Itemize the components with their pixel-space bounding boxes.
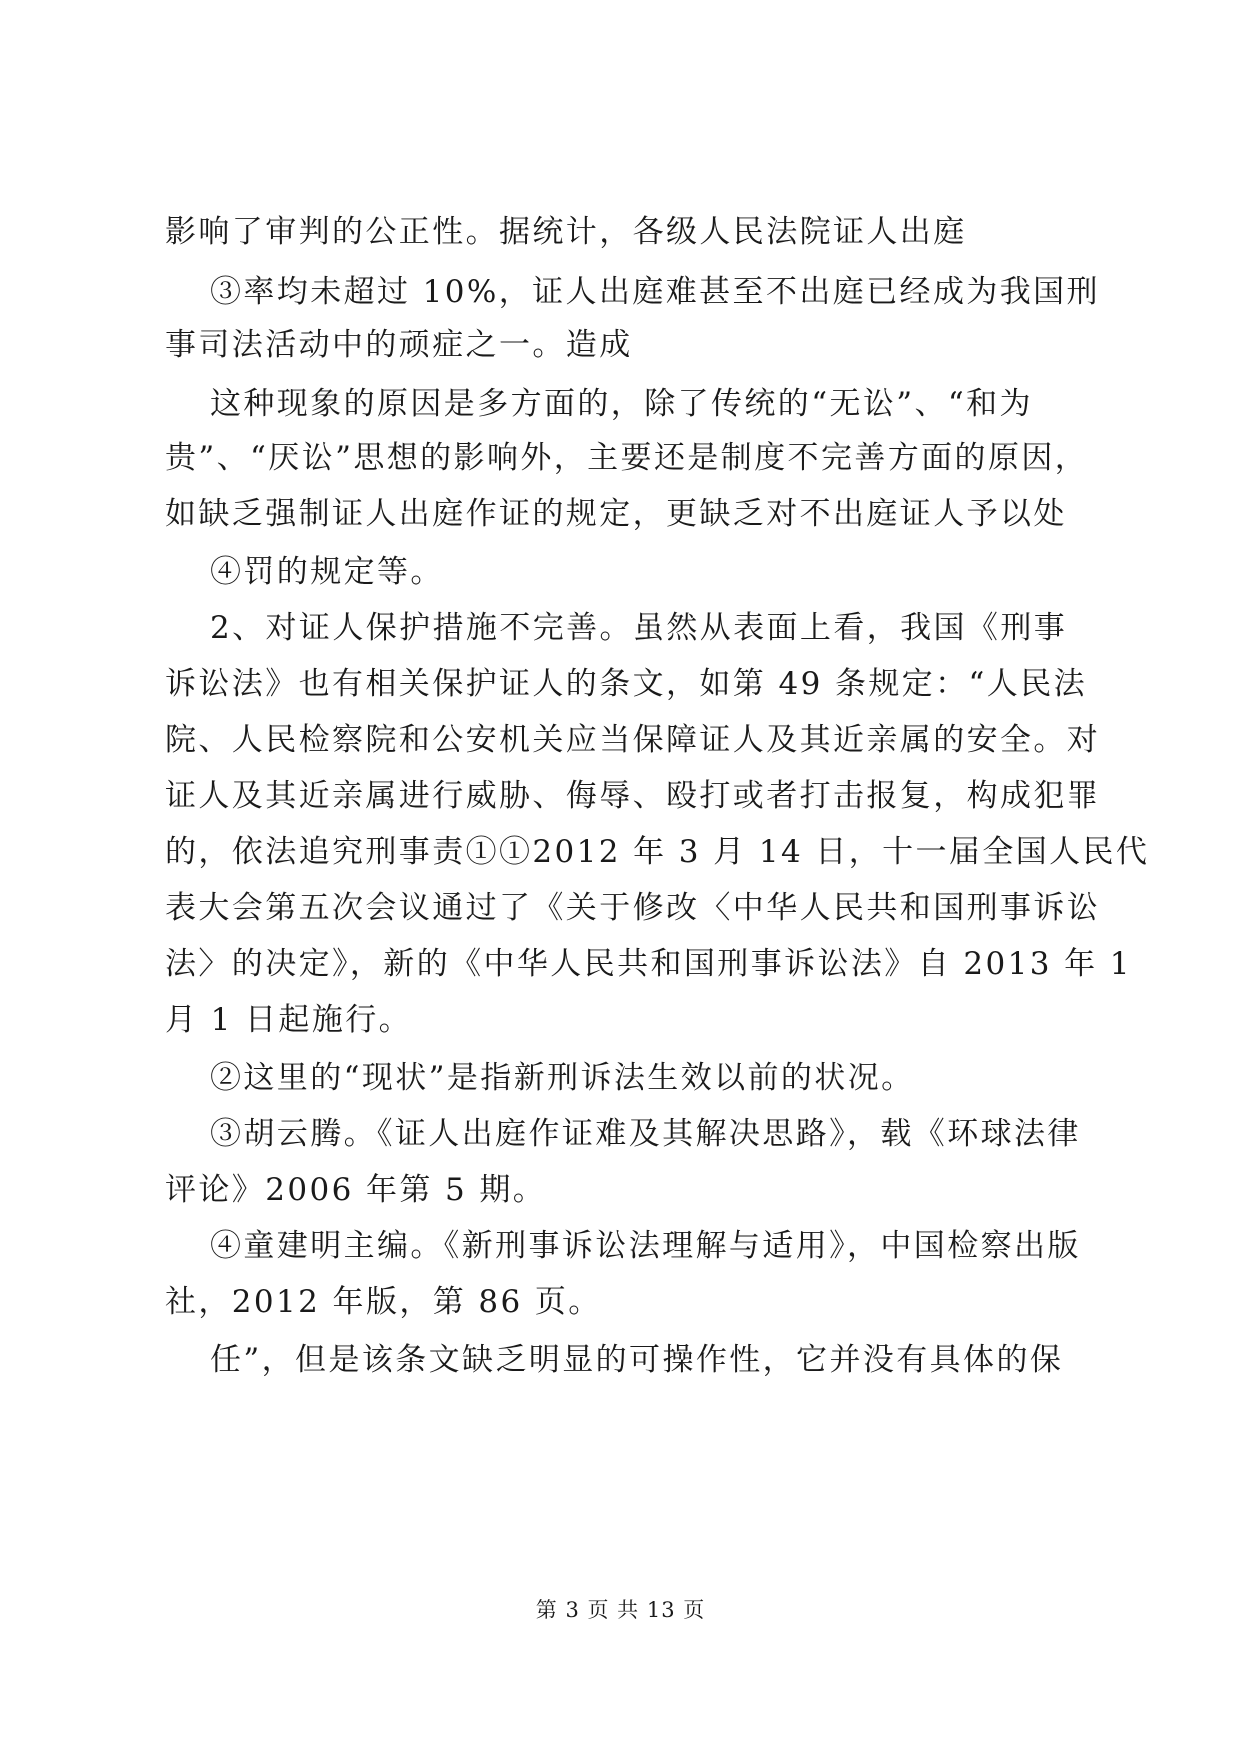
footnote-line: ②这里的“现状”是指新刑诉法生效以前的状况。 (210, 1060, 915, 1096)
page-number-footer: 第 3 页 共 13 页 (535, 1598, 706, 1622)
text-line: 这种现象的原因是多方面的，除了传统的“无讼”、“和为 (210, 386, 1033, 422)
text-line: 贵”、“厌讼”思想的影响外，主要还是制度不完善方面的原因， (165, 440, 1089, 476)
text-line: 任”，但是该条文缺乏明显的可操作性，它并没有具体的保 (210, 1342, 1064, 1378)
text-line: 证人及其近亲属进行威胁、侮辱、殴打或者打击报复，构成犯罪 (165, 778, 1101, 814)
footnote-line: ③胡云腾。《证人出庭作证难及其解决思路》，载《环球法律 (210, 1116, 1081, 1152)
text-line: 法〉的决定》，新的《中华人民共和国刑事诉讼法》自 2013 年 1 (165, 946, 1132, 982)
text-line: ③率均未超过 10%，证人出庭难甚至不出庭已经成为我国刑 (210, 274, 1100, 310)
footnote-line: 社，2012 年版，第 86 页。 (165, 1284, 602, 1320)
footnote-line: 评论》2006 年第 5 期。 (165, 1172, 547, 1208)
text-line: 2、对证人保护措施不完善。虽然从表面上看，我国《刑事 (210, 610, 1068, 646)
text-line: 院、人民检察院和公安机关应当保障证人及其近亲属的安全。对 (165, 722, 1101, 758)
text-line: 影响了审判的公正性。据统计，各级人民法院证人出庭 (165, 214, 967, 250)
text-line: 事司法活动中的顽症之一。造成 (165, 327, 633, 363)
text-line: 表大会第五次会议通过了《关于修改〈中华人民共和国刑事诉讼 (165, 890, 1101, 926)
text-line: 诉讼法》也有相关保护证人的条文，如第 49 条规定：“人民法 (165, 666, 1087, 702)
text-line: 月 1 日起施行。 (165, 1002, 413, 1038)
text-line: 的，依法追究刑事责①①2012 年 3 月 14 日，十一届全国人民代 (165, 834, 1150, 870)
text-line: ④罚的规定等。 (210, 554, 444, 590)
footnote-line: ④童建明主编。《新刑事诉讼法理解与适用》，中国检察出版 (210, 1228, 1081, 1264)
text-line: 如缺乏强制证人出庭作证的规定，更缺乏对不出庭证人予以处 (165, 496, 1067, 532)
